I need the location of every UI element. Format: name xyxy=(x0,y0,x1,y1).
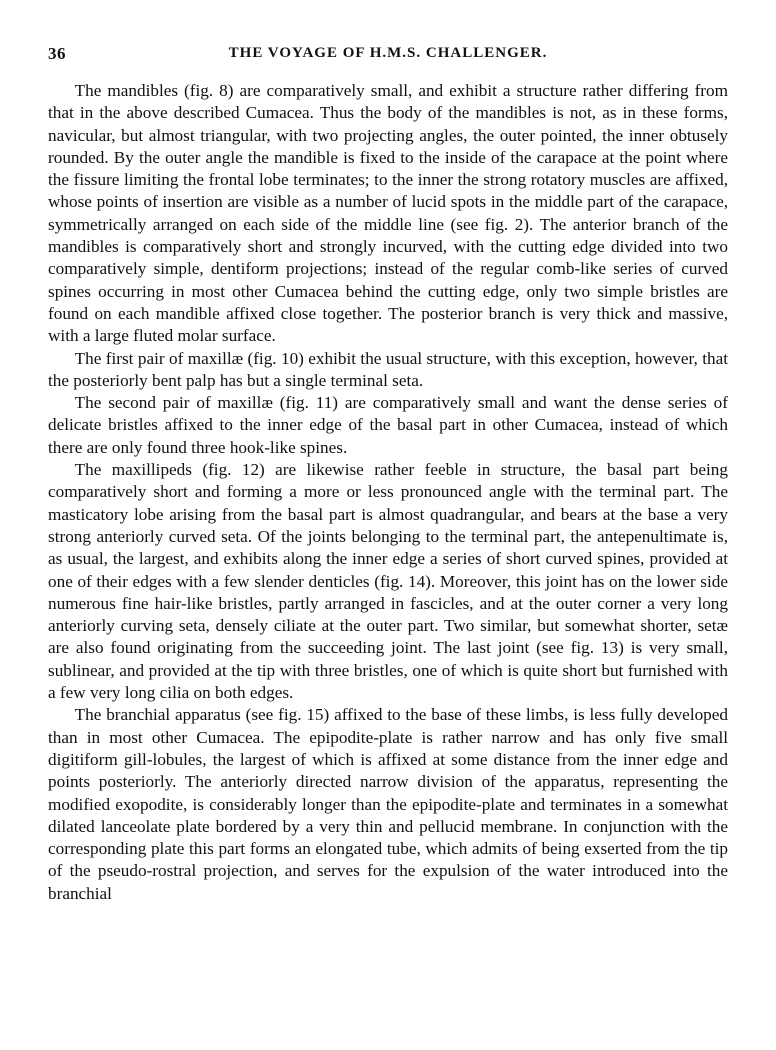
paragraph-mandibles: The mandibles (fig. 8) are comparatively small, and exhibit a structure rather differing from that in the above described Cumacea. Thus the body of the mandibles is not, as in these forms, navicular, but almost triangular, with two projecting angles, the outer pointed, the inner obtusely rounded. By the outer angle the mandible is fixed to the inside of the carapace at the point where the fissure limiting the frontal lobe terminates; to the inner the strong rotatory muscles are affixed, whose points of insertion are visible as a number of lucid spots in the middle part of the carapace, symmetrically arranged on each side of the middle line (see fig. 2). The anterior branch of the mandibles is comparatively short and strongly incurved, with the cutting edge divided into two comparatively simple, dentiform projections; instead of the regular comb-like series of curved spines occurring in most other Cumacea behind the cutting edge, only two simple bristles are found on each mandible affixed close together. The posterior branch is very thick and massive, with a large fluted molar surface. xyxy=(48,81,728,346)
page-header xyxy=(48,44,728,64)
paragraph-maxillipeds: The maxillipeds (fig. 12) are likewise rather feeble in structure, the basal part being comparatively short and forming a more or less pronounced angle with the terminal part. The masticatory lobe arising from the basal part is almost quadrangular, and bears at the base a very strong anteriorly curved seta. Of the joints belonging to the terminal part, the antepenultimate is, as usual, the largest, and exhibits along the inner edge a series of short curved spines, provided at one of their edges with a few slender denticles (fig. 14). Moreover, this joint has on the lower side numerous fine hair-like bristles, partly arranged in fascicles, and at the outer corner a very long anteriorly curving seta, densely ciliate at the outer part. Two similar, but somewhat shorter, setæ are also found originating from the succeeding joint. The last joint (see fig. 13) is very small, sublinear, and provided at the tip with three bristles, one of which is quite short but furnished with a few very long cilia on both edges. xyxy=(48,460,728,703)
paragraph-second-maxillae: The second pair of maxillæ (fig. 11) are comparatively small and want the dense series of delicate bristles affixed to the inner edge of the basal part in other Cumacea, instead of which there are only found three hook-like spines. xyxy=(48,393,728,457)
page-number: 36 xyxy=(48,44,66,63)
paragraph-branchial-apparatus: The branchial apparatus (see fig. 15) affixed to the base of these limbs, is less fully developed than in most other Cumacea. The epipodite-plate is rather narrow and has only five small digitiform gill-lobules, the largest of which is affixed at some distance from the inner edge and points posteriorly. The anteriorly directed narrow division of the apparatus, representing the modified exopodite, is considerably longer than the epipodite-plate and terminates in a somewhat dilated lanceolate plate bordered by a very thin and pellucid membrane. In conjunction with the corresponding plate this part forms an elongated tube, which admits of being exserted from the tip of the pseudo-rostral projection, and serves for the expulsion of the water introduced into the branchial xyxy=(48,705,728,903)
body-text xyxy=(48,80,728,905)
running-head: THE VOYAGE OF H.M.S. CHALLENGER. xyxy=(228,45,548,61)
paragraph-first-maxillae: The first pair of maxillæ (fig. 10) exhibit the usual structure, with this exception, however, that the posteriorly bent palp has but a single terminal seta. xyxy=(48,348,728,390)
